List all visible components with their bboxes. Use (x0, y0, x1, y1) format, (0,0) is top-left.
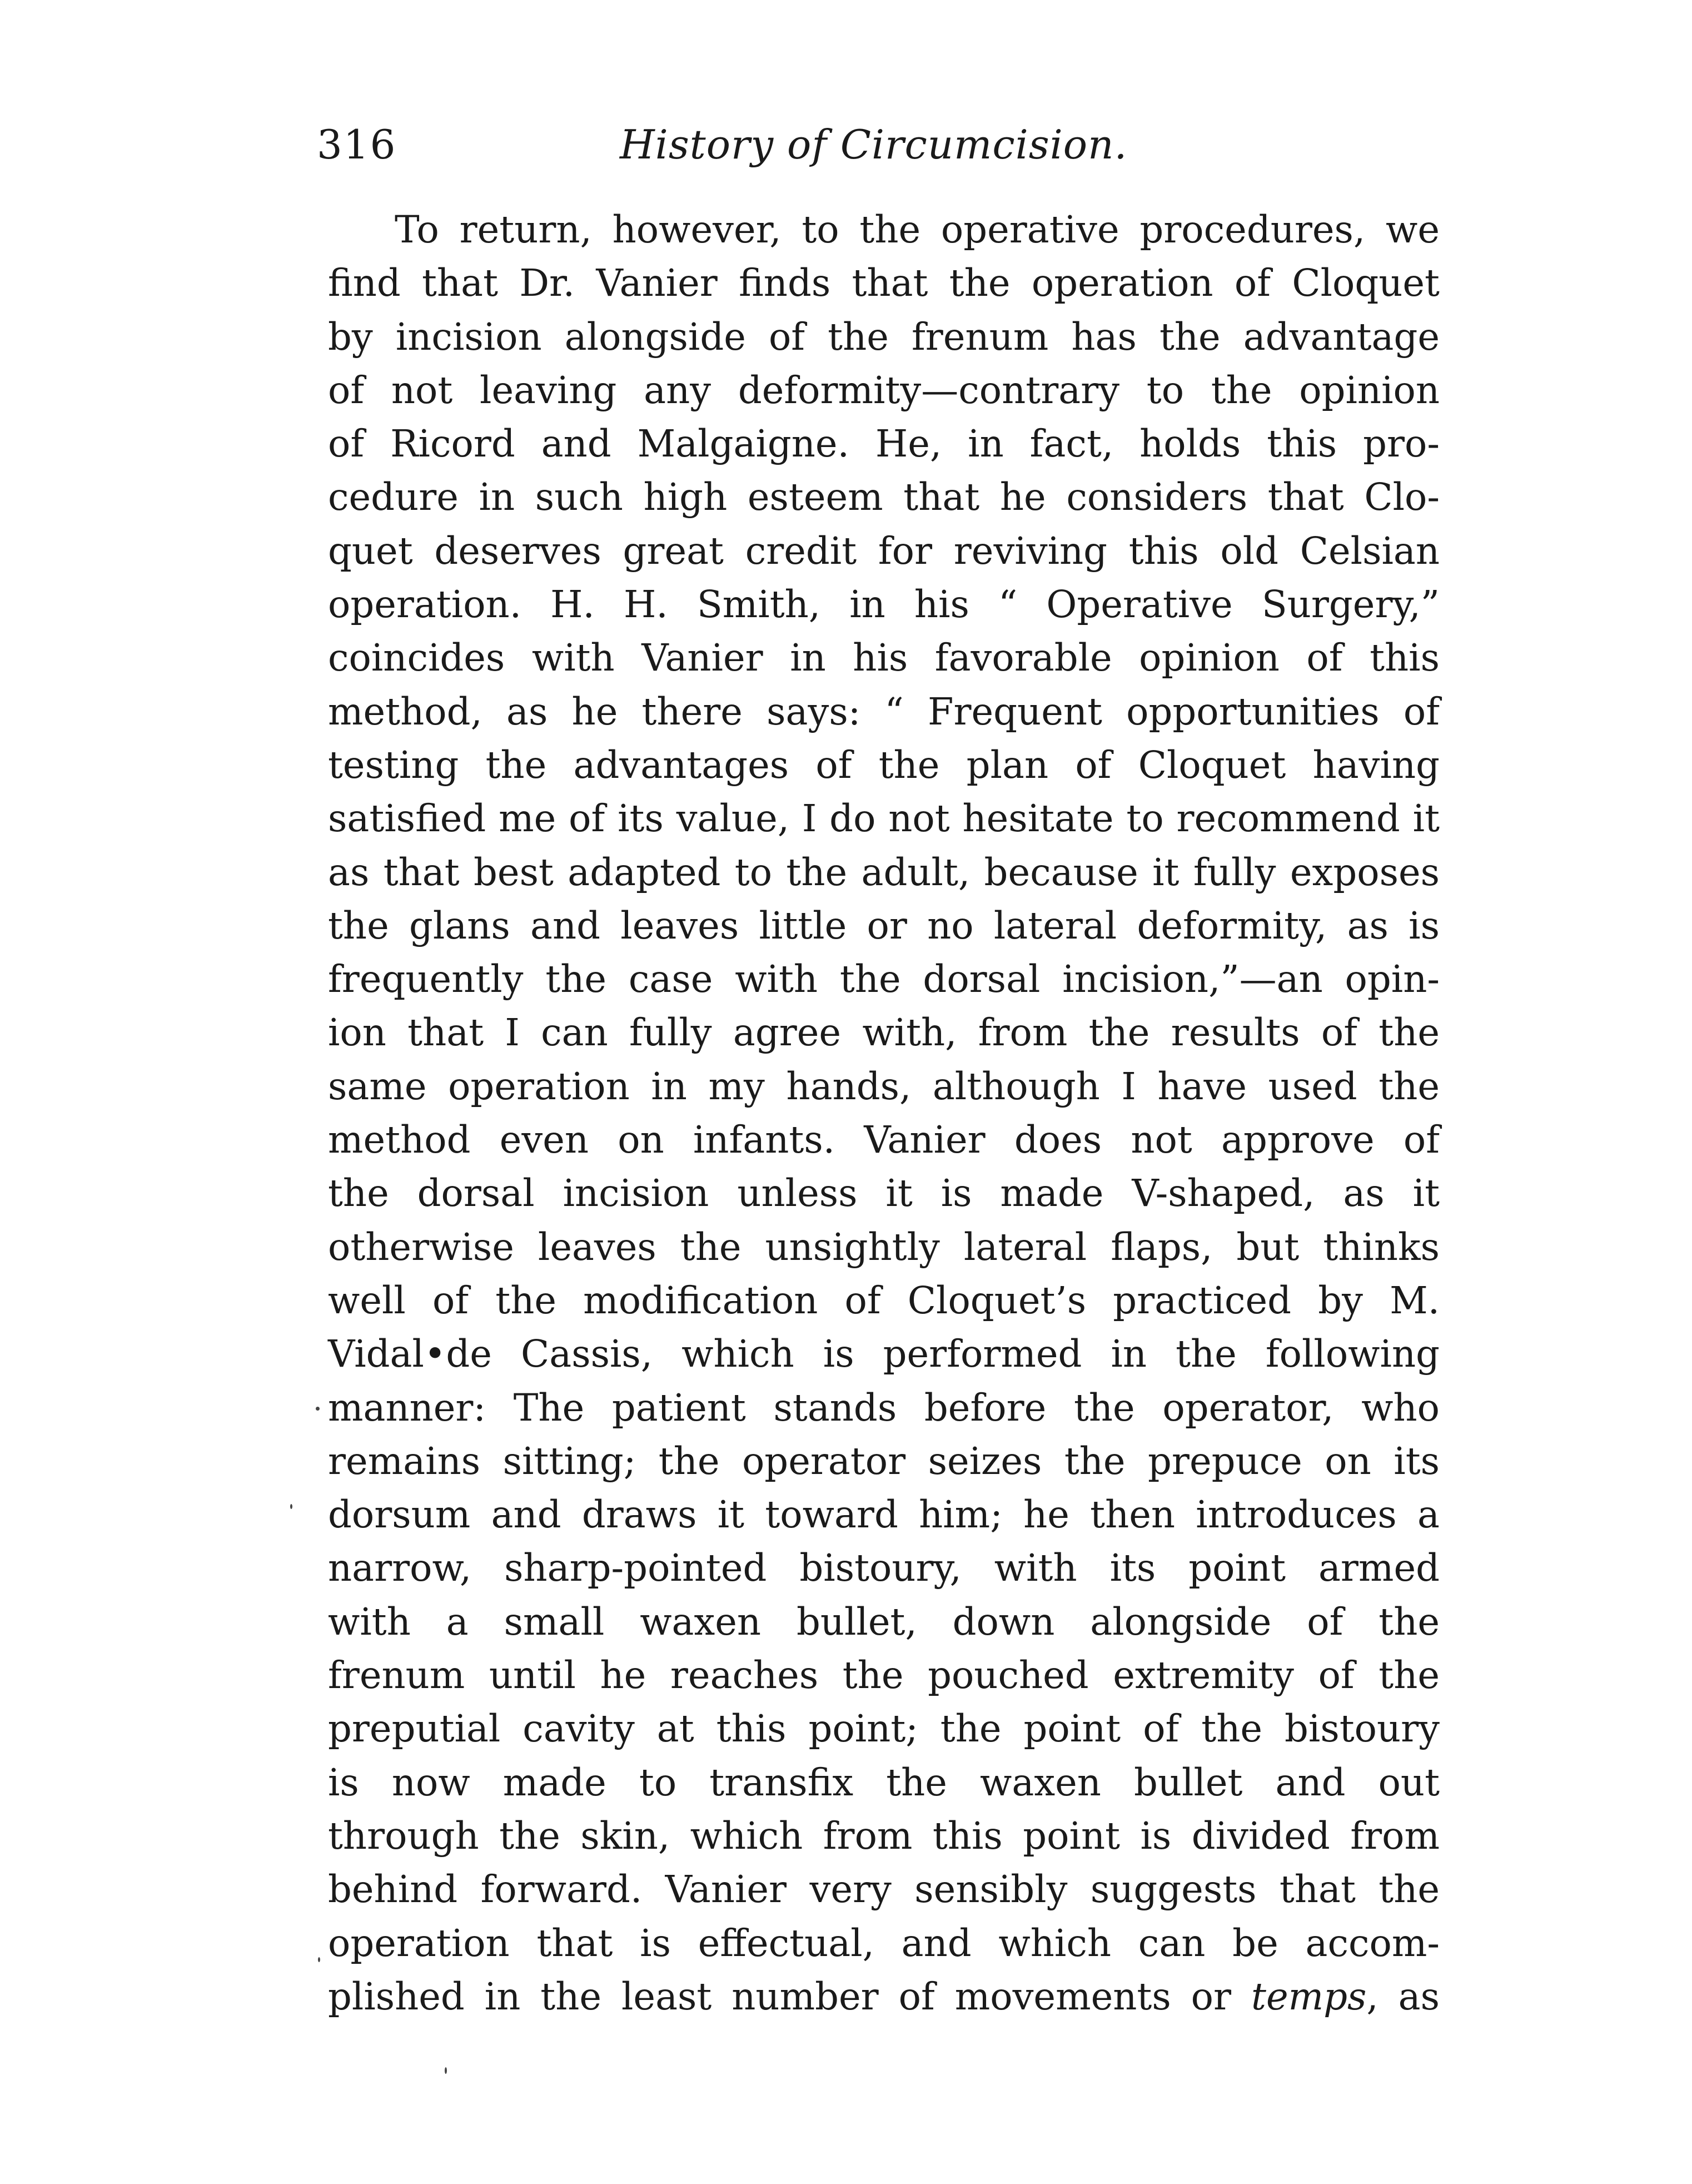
text-line: of Ricord and Malgaigne. He, in fact, holds this pro- (328, 422, 1440, 466)
text-line: operation that is effectual, and which can be accom- (328, 1921, 1440, 1965)
text-line: frenum until he reaches the pouched extremity of the (328, 1654, 1440, 1697)
text-line: narrow, sharp-pointed bistoury, with its point armed (328, 1546, 1440, 1590)
text-line: quet deserves great credit for reviving this old Celsian (328, 529, 1440, 573)
scan-speck (316, 1407, 320, 1411)
text-line: through the skin, which from this point is divided from (328, 1814, 1440, 1858)
text-line: Vidal•de Cassis, which is performed in the following (328, 1332, 1440, 1376)
scan-speck (318, 1957, 320, 1962)
text-line-last (328, 1970, 1440, 2023)
text-line: find that Dr. Vanier finds that the operation of Cloquet (328, 261, 1440, 305)
text-line: ion that I can fully agree with, from the results of the (328, 1011, 1440, 1055)
text-line: same operation in my hands, although I have used the (328, 1064, 1440, 1108)
text-line: the dorsal incision unless it is made V-shaped, as it (328, 1172, 1440, 1215)
page-number: 316 (317, 121, 397, 168)
text-line: method, as he there says: “ Frequent opportunities of (328, 689, 1440, 733)
text-line: with a small waxen bullet, down alongside of the (328, 1600, 1440, 1644)
running-title: History of Circumcision. (620, 121, 1128, 168)
italic-term: temps (1251, 1974, 1367, 2018)
scan-speck (445, 2067, 447, 2074)
text-line: the glans and leaves little or no lateral deformity, as is (328, 904, 1440, 947)
text-line: frequently the case with the dorsal incision,”—an opin- (328, 957, 1440, 1001)
text-line: operation. H. H. Smith, in his “ Operative Surgery,” (328, 583, 1440, 627)
text-line: cedure in such high esteem that he considers that Clo- (328, 475, 1440, 519)
text-line: remains sitting; the operator seizes the prepuce on its (328, 1439, 1440, 1483)
text-line: manner: The patient stands before the operator, who (328, 1386, 1440, 1429)
text-line: preputial cavity at this point; the point of the bistoury (328, 1707, 1440, 1751)
text-line: as that best adapted to the adult, because it fully exposes (328, 850, 1440, 894)
text-line: satisfied me of its value, I do not hesitate to recommend it (328, 797, 1440, 841)
text-line: To return, however, to the operative procedures, we (395, 208, 1440, 251)
text-line: otherwise leaves the unsightly lateral flaps, but thinks (328, 1225, 1440, 1269)
text-line: well of the modification of Cloquet’s practiced by M. (328, 1278, 1440, 1322)
body-text (328, 203, 1440, 2023)
text-line: behind forward. Vanier very sensibly suggests that the (328, 1868, 1440, 1912)
text-line: testing the advantages of the plan of Cloquet having (328, 743, 1440, 787)
text-line: is now made to transfix the waxen bullet and out (328, 1760, 1440, 1804)
text-line: dorsum and draws it toward him; he then introduces a (328, 1493, 1440, 1537)
text-line: of not leaving any deformity—contrary to the opinion (328, 368, 1440, 412)
text-line: coincides with Vanier in his favorable opinion of this (328, 636, 1440, 680)
page-header (317, 114, 1151, 175)
text-line-last-start: plished in the least number of movements or (328, 1974, 1232, 2018)
text-line: method even on infants. Vanier does not approve of (328, 1118, 1440, 1162)
scan-speck (290, 1504, 292, 1509)
text-line-last-end: , as (1366, 1974, 1440, 2018)
text-line: by incision alongside of the frenum has the advantage (328, 315, 1440, 359)
